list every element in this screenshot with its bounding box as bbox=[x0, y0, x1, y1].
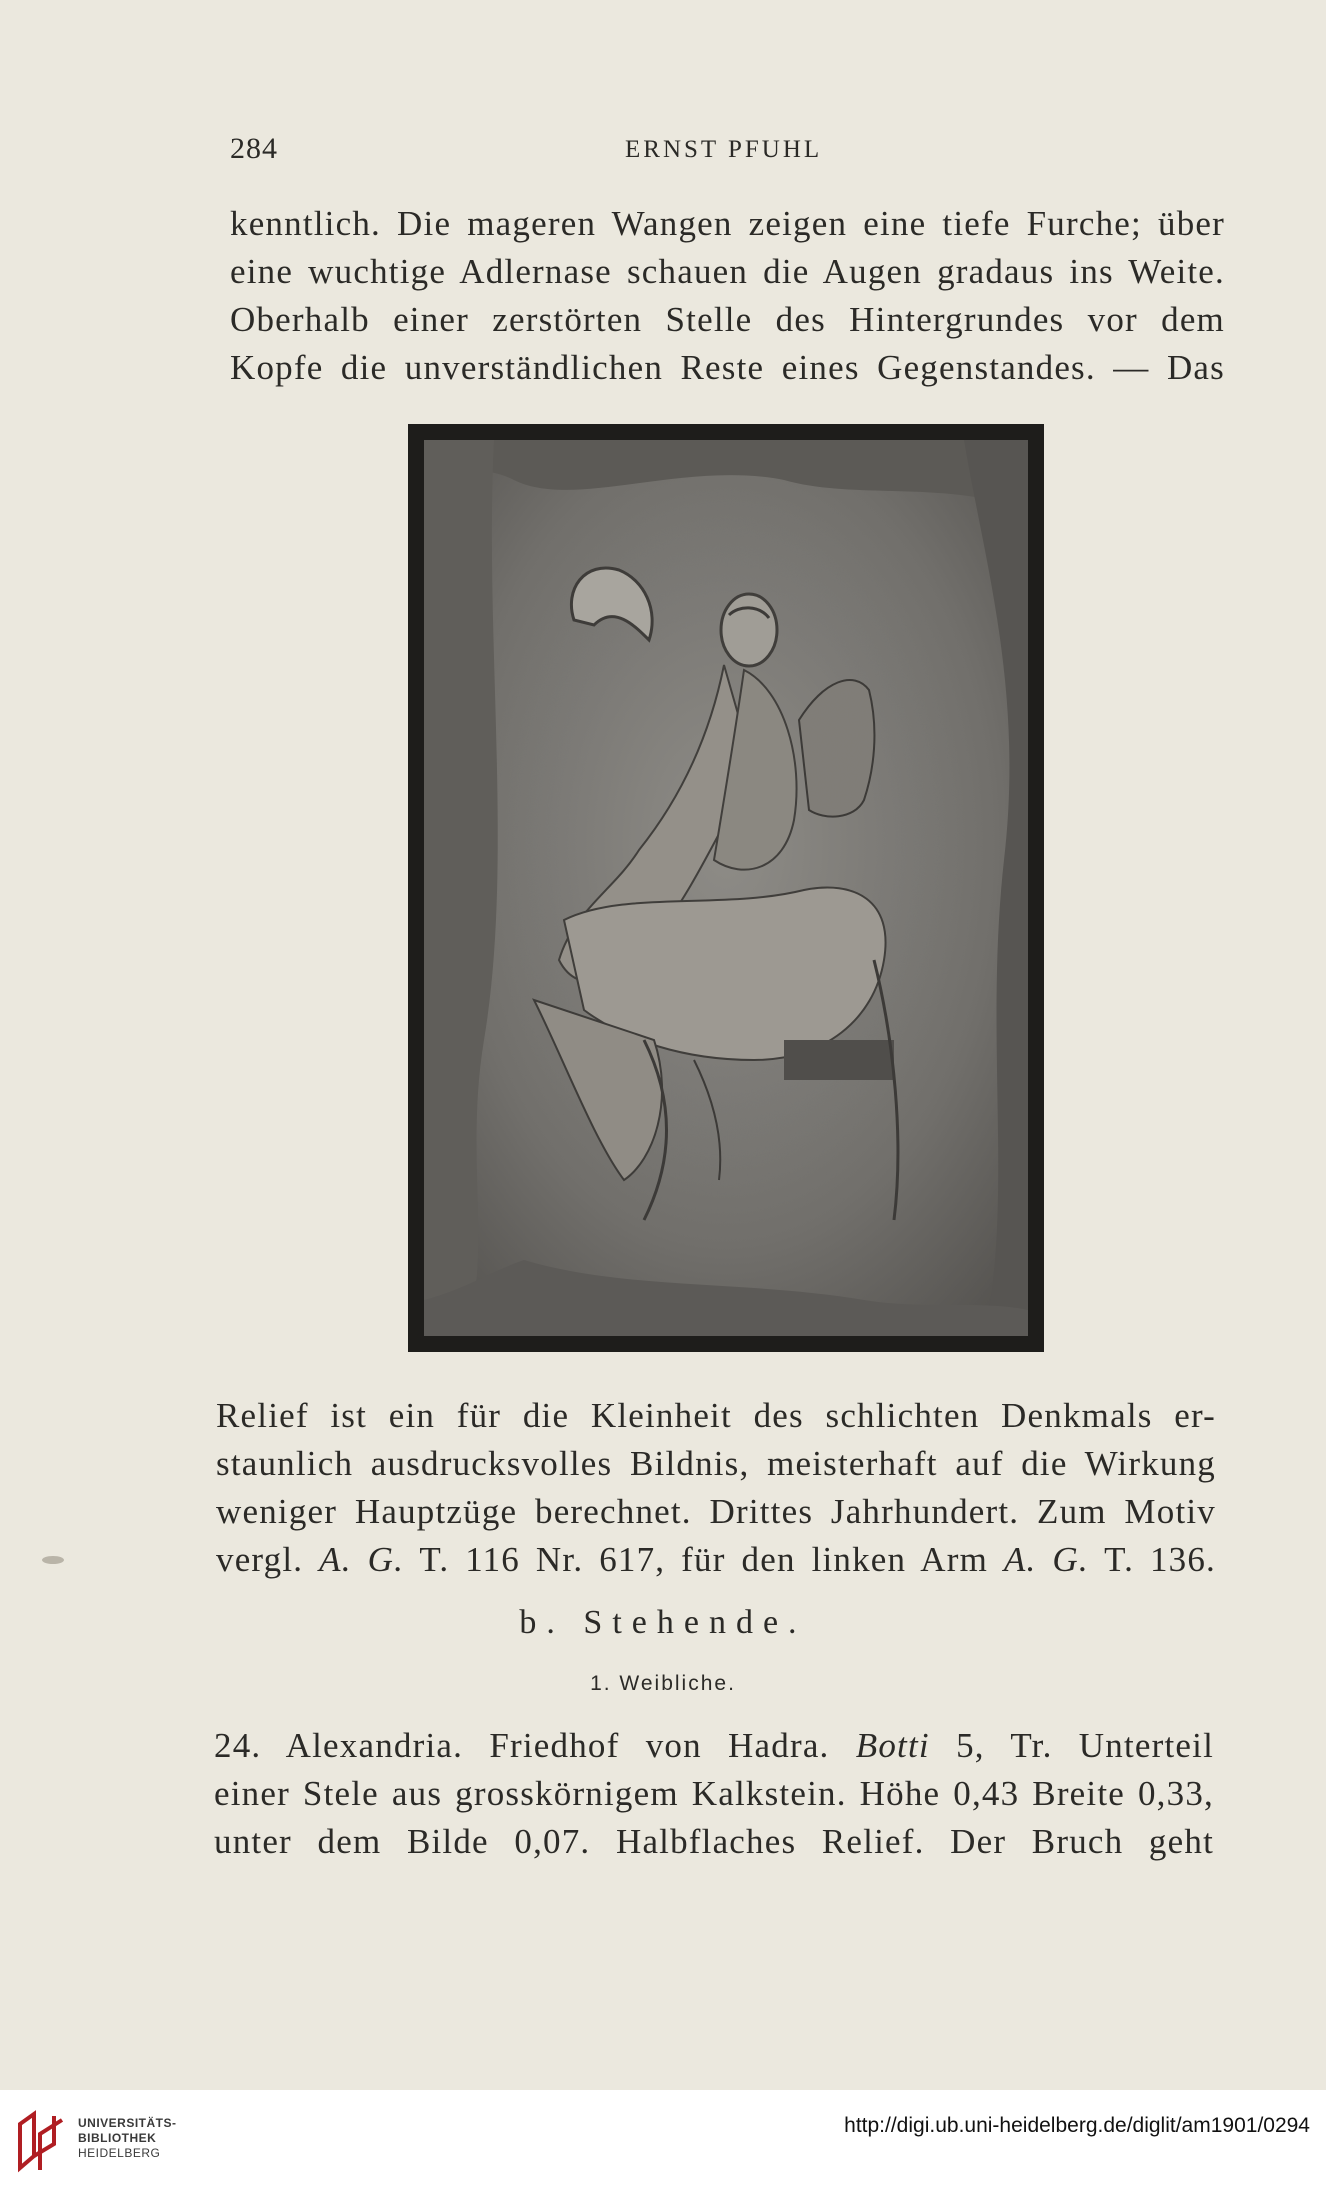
section-heading: b. Stehende. bbox=[519, 1604, 807, 1641]
page-header bbox=[230, 132, 1210, 172]
text-run: 5, Tr. Unterteil bbox=[929, 1726, 1214, 1765]
text-run: 24. Alexandria. Friedhof von Hadra. bbox=[214, 1726, 856, 1765]
footer-bar bbox=[0, 2090, 1326, 2186]
text-line: kenntlich. Die mageren Wangen zeigen eine tiefe Furche; über bbox=[230, 204, 1225, 243]
text-run: T. 116 Nr. 617, für den linken Arm bbox=[404, 1540, 1004, 1579]
citation-abbreviation: A. G. bbox=[1003, 1540, 1089, 1579]
page-number: 284 bbox=[230, 132, 278, 165]
scan-smudge bbox=[42, 1556, 64, 1564]
text-line: staunlich ausdrucksvolles Bildnis, meisterhaft auf die Wirkung bbox=[216, 1444, 1216, 1483]
text-line: Relief ist ein für die Kleinheit des schlichten Denkmals er- bbox=[216, 1396, 1216, 1435]
text-line: weniger Hauptzüge berechnet. Drittes Jahrhundert. Zum Motiv bbox=[216, 1492, 1216, 1531]
text-line: unter dem Bilde 0,07. Halbflaches Relief. Der Bruch geht bbox=[214, 1822, 1214, 1861]
paragraph-continuation bbox=[230, 200, 1225, 392]
text-run: vergl. bbox=[216, 1540, 320, 1579]
text-run: T. 136. bbox=[1088, 1540, 1217, 1579]
text-line: Kopfe die unverständlichen Reste eines Gegenstandes. — Das bbox=[230, 348, 1225, 387]
text-line: einer Stele aus grosskörnigem Kalkstein. Höhe 0,43 Breite 0,33, bbox=[214, 1774, 1214, 1813]
subsection-heading: 1. Weibliche. bbox=[590, 1672, 736, 1695]
library-name-line: HEIDELBERG bbox=[78, 2146, 161, 2160]
text-line bbox=[214, 1722, 1214, 1770]
relief-photograph-plate bbox=[408, 424, 1044, 1352]
citation-abbreviation: A. G. bbox=[319, 1540, 405, 1579]
library-name-line: UNIVERSITÄTS- bbox=[78, 2116, 177, 2130]
text-line bbox=[216, 1536, 1216, 1584]
relief-photograph bbox=[424, 440, 1028, 1336]
running-head: ERNST PFUHL bbox=[625, 136, 823, 163]
source-url-link[interactable]: http://digi.ub.uni-heidelberg.de/diglit/am1901/0294 bbox=[844, 2114, 1310, 2137]
library-name bbox=[78, 2116, 177, 2161]
library-name-line: BIBLIOTHEK bbox=[78, 2131, 157, 2145]
citation-author: Botti bbox=[855, 1726, 930, 1765]
paragraph-catalogue-entry bbox=[214, 1722, 1214, 1866]
text-line: Oberhalb einer zerstörten Stelle des Hintergrundes vor dem bbox=[230, 300, 1225, 339]
library-logo-icon bbox=[14, 2110, 70, 2174]
paragraph-relief-description bbox=[216, 1392, 1216, 1584]
text-line: eine wuchtige Adlernase schauen die Augen gradaus ins Weite. bbox=[230, 252, 1225, 291]
